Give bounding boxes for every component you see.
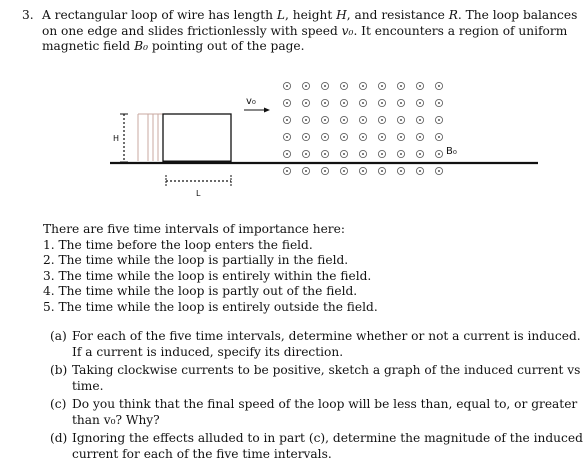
field-dot xyxy=(305,170,307,172)
field-dot xyxy=(400,136,402,138)
intervals-section xyxy=(43,222,543,315)
field-dot xyxy=(324,119,326,121)
field-dot xyxy=(362,102,364,104)
field-dot xyxy=(419,102,421,104)
field-dot xyxy=(362,136,364,138)
field-dot xyxy=(324,102,326,104)
velocity-arrowhead xyxy=(264,108,270,113)
question-parts xyxy=(50,329,583,465)
wire-loop xyxy=(163,114,231,162)
field-dot xyxy=(343,170,345,172)
field-dot xyxy=(400,85,402,87)
field-dot xyxy=(343,136,345,138)
part-d: (d) Ignoring the effects alluded to in part (c), determine the magnitude of the induced current for each of the five time intervals. xyxy=(50,431,583,461)
field-dot xyxy=(305,153,307,155)
part-c: (c) Do you think that the final speed of the loop will be less than, equal to, or greater than v₀? Why? xyxy=(50,397,578,427)
field-dot xyxy=(419,136,421,138)
field-dot xyxy=(381,153,383,155)
interval-1: 1. The time before the loop enters the field. xyxy=(43,237,313,252)
field-dot xyxy=(400,119,402,121)
field-dot xyxy=(438,102,440,104)
field-label: B₀ xyxy=(446,146,457,157)
field-dot xyxy=(438,85,440,87)
part-label: (c) xyxy=(50,397,67,411)
field-dot xyxy=(286,119,288,121)
field-dot xyxy=(419,119,421,121)
height-label: H xyxy=(113,134,120,143)
field-dot xyxy=(343,85,345,87)
field-dot xyxy=(362,119,364,121)
part-label: (b) xyxy=(50,363,68,377)
field-dot xyxy=(419,170,421,172)
field-dot xyxy=(343,119,345,121)
field-dot xyxy=(286,153,288,155)
loop-diagram xyxy=(0,0,555,215)
field-dot xyxy=(286,85,288,87)
field-dot xyxy=(438,119,440,121)
field-dot xyxy=(381,136,383,138)
interval-2: 2. The time while the loop is partially in the field. xyxy=(43,253,349,267)
field-dot xyxy=(362,85,364,87)
field-dot xyxy=(324,136,326,138)
part-a: (a) For each of the five time intervals, determine whether or not a current is induced. If a current is induced, specify its direction. xyxy=(50,329,581,359)
field-dot xyxy=(324,85,326,87)
velocity-label: v₀ xyxy=(246,96,256,107)
field-dot xyxy=(400,170,402,172)
intervals-lead: There are five time intervals of importance here: xyxy=(43,222,345,236)
part-label: (d) xyxy=(50,431,68,445)
interval-3: 3. The time while the loop is entirely within the field. xyxy=(43,268,372,283)
field-dot xyxy=(324,153,326,155)
field-dot xyxy=(400,153,402,155)
field-dot xyxy=(419,153,421,155)
field-dot xyxy=(305,85,307,87)
part-label: (a) xyxy=(50,329,67,343)
statement-line-2: on one edge and slides frictionlessly with speed v₀. It encounters a region of uniform xyxy=(42,23,568,38)
interval-5: 5. The time while the loop is entirely outside the field. xyxy=(43,299,378,314)
field-dot xyxy=(305,102,307,104)
field-dot xyxy=(343,153,345,155)
statement-line-3: magnetic field B₀ pointing out of the page. xyxy=(42,39,305,53)
field-dot xyxy=(438,136,440,138)
field-dot xyxy=(362,153,364,155)
field-dot xyxy=(381,119,383,121)
field-dot xyxy=(438,170,440,172)
field-dot xyxy=(381,102,383,104)
magnetic-field-region xyxy=(283,82,442,174)
field-dot xyxy=(381,170,383,172)
statement-line-1: A rectangular loop of wire has length L, height H, and resistance R. The loop balances xyxy=(42,8,578,22)
field-dot xyxy=(286,170,288,172)
field-dot xyxy=(362,170,364,172)
field-dot xyxy=(324,170,326,172)
field-dot xyxy=(438,153,440,155)
field-dot xyxy=(286,102,288,104)
field-dot xyxy=(286,136,288,138)
field-dot xyxy=(343,102,345,104)
field-dot xyxy=(419,85,421,87)
interval-4: 4. The time while the loop is partly out of the field. xyxy=(43,284,358,298)
field-dot xyxy=(305,136,307,138)
field-dot xyxy=(381,85,383,87)
field-dot xyxy=(305,119,307,121)
field-dot xyxy=(400,102,402,104)
problem-number: 3. xyxy=(22,8,34,22)
length-label: L xyxy=(196,189,201,198)
part-b: (b) Taking clockwise currents to be positive, sketch a graph of the induced current vs time. xyxy=(50,363,581,393)
